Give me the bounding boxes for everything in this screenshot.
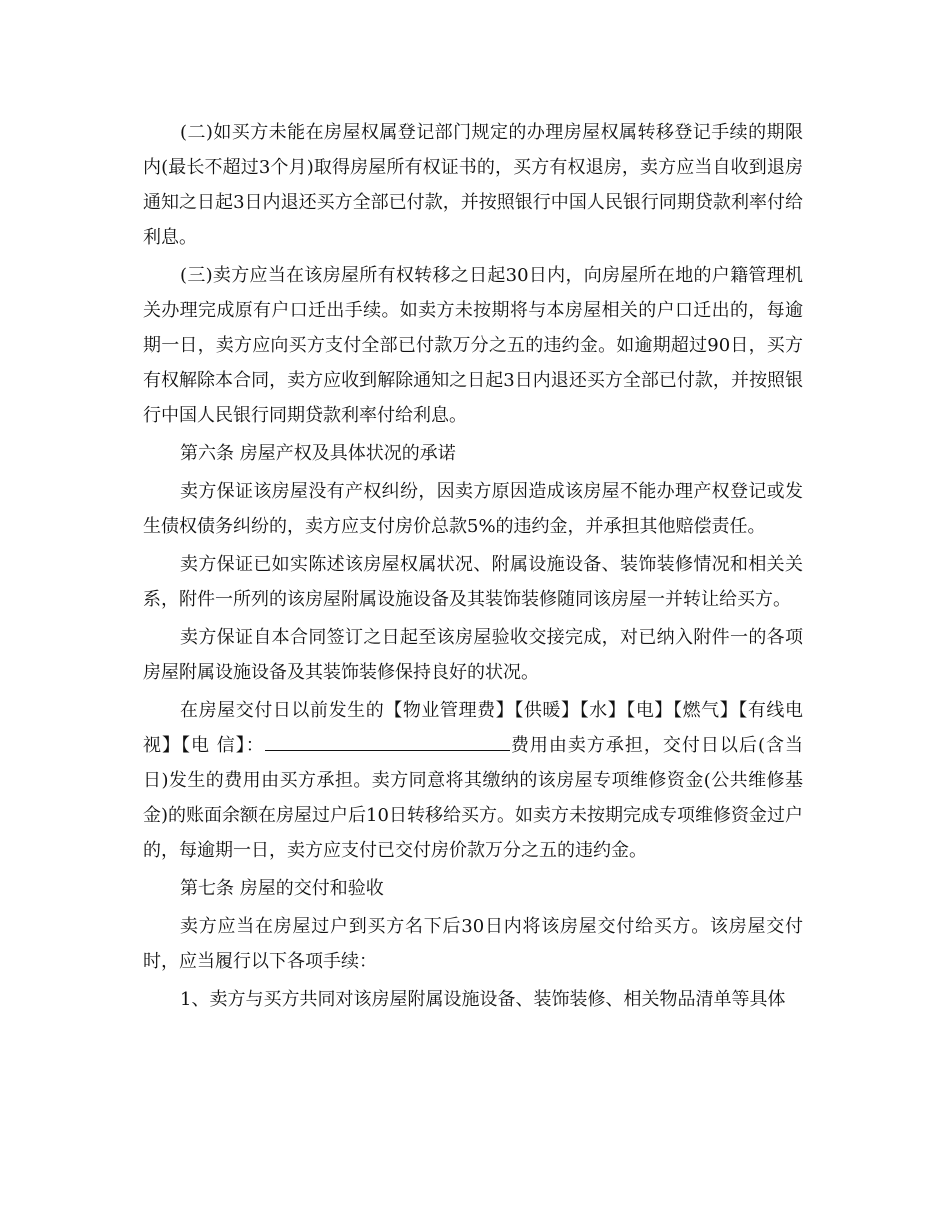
article-6-paragraph-1: 卖方保证该房屋没有产权纠纷，因卖方原因造成该房屋不能办理产权登记或发生债权债务纠纷的，卖方应支付房价总款5%的违约金，并承担其他赔偿责任。: [143, 481, 803, 537]
article-7-paragraph-1: 卖方应当在房屋过户到买方名下后30日内将该房屋交付给买方。该房屋交付时，应当履行以下各项手续：: [143, 916, 803, 972]
fees-blank-line: [265, 730, 510, 751]
article-6-paragraph-3: 卖方保证自本合同签订之日起至该房屋验收交接完成，对已纳入附件一的各项房屋附属设施设备及其装饰装修保持良好的状况。: [143, 627, 803, 683]
fees-suffix: 费用由卖方承担，交付日以后(含当日)发生的费用由买方承担。卖方同意将其缴纳的该房屋专项维修资金(公共维修基金)的账面余额在房屋过户后10日转移给买方。如卖方未按期完成专项维修资金过户的，每逾期一日，卖方应支付已交付房价款万分之五的违约金。: [143, 735, 803, 861]
fees-prefix: 在房屋交付日以前发生的【物业管理费】【供暖】【水】【电】【燃气】【有线电视】【电 信】：: [143, 700, 803, 756]
article-6-title: 第六条 房屋产权及具体状况的承诺: [180, 443, 456, 464]
article-7-title: 第七条 房屋的交付和验收: [180, 878, 384, 899]
fees-paragraph: [143, 693, 803, 868]
document-page: [143, 115, 803, 1020]
clause-5-2: (二)如买方未能在房屋权属登记部门规定的办理房屋权属转移登记手续的期限内(最长不超过3个月)取得房屋所有权证书的，买方有权退房，卖方应当自收到退房通知之日起3日内退还买方全部已付款，并按照银行中国人民银行同期贷款利率付给利息。: [143, 122, 803, 248]
article-7-item-1: 1、卖方与买方共同对该房屋附属设施设备、装饰装修、相关物品清单等具体: [180, 989, 786, 1010]
clause-5-3: (三)卖方应当在该房屋所有权转移之日起30日内，向房屋所在地的户籍管理机关办理完成原有户口迁出手续。如卖方未按期将与本房屋相关的户口迁出的，每逾期一日，卖方应向买方支付全部已付款万分之五的违约金。如逾期超过90日，买方有权解除本合同，卖方应收到解除通知之日起3日内退还买方全部已付款，并按照银行中国人民银行同期贷款利率付给利息。: [143, 265, 803, 426]
article-6-paragraph-2: 卖方保证已如实陈述该房屋权属状况、附属设施设备、装饰装修情况和相关关系，附件一所列的该房屋附属设施设备及其装饰装修随同该房屋一并转让给买方。: [143, 554, 803, 610]
